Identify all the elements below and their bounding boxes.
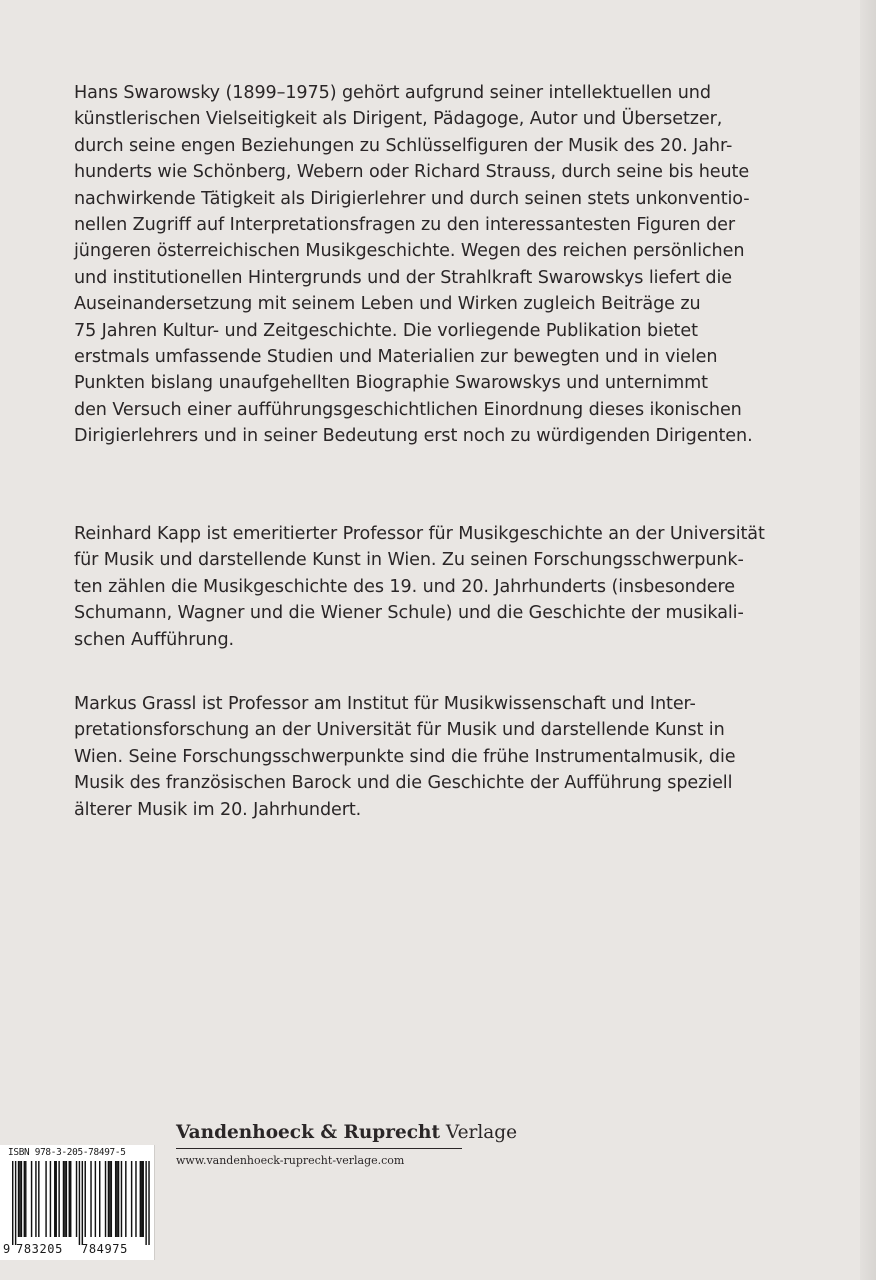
- blurb-line: den Versuch einer aufführungsgeschichtlichen Einordnung dieses ikonischen: [74, 399, 742, 420]
- barcode-bar: [118, 1161, 119, 1237]
- barcode-bar: [56, 1161, 57, 1237]
- barcode-bar: [45, 1161, 46, 1237]
- blurb-line: nellen Zugriff auf Interpretationsfragen zu den interessantesten Figuren der: [74, 215, 735, 236]
- blurb-line: 75 Jahren Kultur- und Zeitgeschichte. Die vorliegende Publikation bietet: [74, 320, 698, 341]
- publisher-name-bold: Vandenhoeck & Ruprecht: [176, 1122, 441, 1143]
- barcode-bar: [116, 1161, 117, 1237]
- bio-line: schen Aufführung.: [74, 629, 235, 650]
- ean-first-digit: 9: [3, 1242, 11, 1256]
- barcode-bar: [31, 1161, 32, 1237]
- barcode-bar: [24, 1161, 25, 1237]
- barcode-bar: [35, 1161, 36, 1237]
- bio-line: älterer Musik im 20. Jahrhundert.: [74, 799, 362, 820]
- blurb-line: Dirigierlehrers und in seiner Bedeutung erst noch zu würdigenden Dirigenten.: [74, 426, 753, 447]
- barcode-bar: [58, 1161, 59, 1237]
- barcode-bar: [21, 1161, 22, 1237]
- barcode-bar: [66, 1161, 67, 1237]
- barcode-bar: [18, 1161, 19, 1237]
- author-bio-grassl: [74, 691, 800, 823]
- barcode-bar: [70, 1161, 71, 1237]
- barcode-label: [0, 1145, 155, 1260]
- barcode-bar: [115, 1161, 116, 1237]
- barcode-bar: [69, 1161, 70, 1237]
- bio-line: Musik des französischen Barock und die Geschichte der Aufführung speziell: [74, 773, 733, 794]
- blurb-line: künstlerischen Vielseitigkeit als Dirigent, Pädagoge, Autor und Übersetzer,: [74, 109, 723, 130]
- publisher-name-regular: Verlage: [445, 1122, 518, 1143]
- barcode-bar: [25, 1161, 26, 1237]
- bio-line: Markus Grassl ist Professor am Institut für Musikwissenschaft und Inter-: [74, 694, 696, 714]
- author-bio-kapp: [74, 521, 800, 653]
- page-edge: [860, 0, 876, 1280]
- barcode-bar: [64, 1161, 65, 1237]
- isbn-label: ISBN 978-3-205-78497-5: [8, 1147, 126, 1158]
- blurb-line: jüngeren österreichischen Musikgeschichte. Wegen des reichen persönlichen: [74, 241, 745, 262]
- barcode-bar: [121, 1161, 122, 1237]
- barcode-bar: [109, 1161, 110, 1237]
- bio-line: ten zählen die Musikgeschichte des 19. und 20. Jahrhunderts (insbesondere: [74, 576, 735, 597]
- publisher-divider: [176, 1148, 462, 1149]
- barcode-bar: [148, 1161, 149, 1245]
- publisher-block: [176, 1120, 518, 1169]
- blurb-line: nachwirkende Tätigkeit als Dirigierlehrer und durch seinen stets unkonventio-: [74, 188, 750, 209]
- barcode-bar: [82, 1161, 83, 1245]
- barcode-bar: [54, 1161, 55, 1237]
- blurb-line: und institutionellen Hintergrunds und der Strahlkraft Swarowskys liefert die: [74, 267, 732, 288]
- barcode-bar: [111, 1161, 112, 1237]
- barcode-bar: [99, 1161, 100, 1237]
- barcode-bar: [12, 1161, 13, 1245]
- bio-line: Schumann, Wagner und die Wiener Schule) und die Geschichte der musikali-: [74, 603, 744, 624]
- barcode-bar: [140, 1161, 141, 1237]
- bio-line: für Musik und darstellende Kunst in Wien. Zu seinen Forschungsschwerpunk-: [74, 550, 744, 571]
- barcode-bar: [76, 1161, 77, 1237]
- barcode-bar: [38, 1161, 39, 1237]
- barcode-bar: [50, 1161, 51, 1237]
- ean-right-digits: 784975: [81, 1242, 128, 1256]
- barcode-bar: [135, 1161, 136, 1237]
- barcode-bar: [79, 1161, 80, 1245]
- barcode-bar: [63, 1161, 64, 1237]
- ean-left-digits: 783205: [16, 1242, 63, 1256]
- barcode-bar: [95, 1161, 96, 1237]
- book-blurb: [74, 80, 800, 450]
- bio-line: Reinhard Kapp ist emeritierter Professor für Musikgeschichte an der Universität: [74, 524, 765, 544]
- barcode-bar: [108, 1161, 109, 1237]
- barcode-bar: [145, 1161, 146, 1245]
- bio-line: Wien. Seine Forschungsschwerpunkte sind die frühe Instrumentalmusik, die: [74, 746, 736, 767]
- barcode-bar: [85, 1161, 86, 1237]
- barcode-bar: [19, 1161, 20, 1237]
- barcode-bar: [125, 1161, 126, 1237]
- ean-barcode: [0, 1159, 154, 1259]
- barcode-bar: [15, 1161, 16, 1245]
- publisher-name: [176, 1120, 518, 1146]
- blurb-line: durch seine engen Beziehungen zu Schlüsselfiguren der Musik des 20. Jahr-: [74, 135, 733, 156]
- barcode-bars: [12, 1161, 150, 1245]
- barcode-bar: [141, 1161, 142, 1237]
- blurb-line: Auseinandersetzung mit seinem Leben und Wirken zugleich Beiträge zu: [74, 294, 701, 315]
- barcode-bar: [143, 1161, 144, 1237]
- blurb-line: Hans Swarowsky (1899–1975) gehört aufgrund seiner intellektuellen und: [74, 83, 711, 103]
- blurb-line: hunderts wie Schönberg, Webern oder Richard Strauss, durch seine bis heute: [74, 162, 750, 183]
- barcode-bar: [90, 1161, 91, 1237]
- barcode-bar: [105, 1161, 106, 1237]
- publisher-url: www.vandenhoeck-ruprecht-verlage.com: [176, 1154, 405, 1167]
- blurb-line: Punkten bislang unaufgehellten Biographie Swarowskys und unternimmt: [74, 373, 708, 394]
- blurb-line: erstmals umfassende Studien und Materialien zur bewegten und in vielen: [74, 347, 718, 368]
- barcode-bar: [131, 1161, 132, 1237]
- bio-line: pretationsforschung an der Universität für Musik und darstellende Kunst in: [74, 720, 725, 741]
